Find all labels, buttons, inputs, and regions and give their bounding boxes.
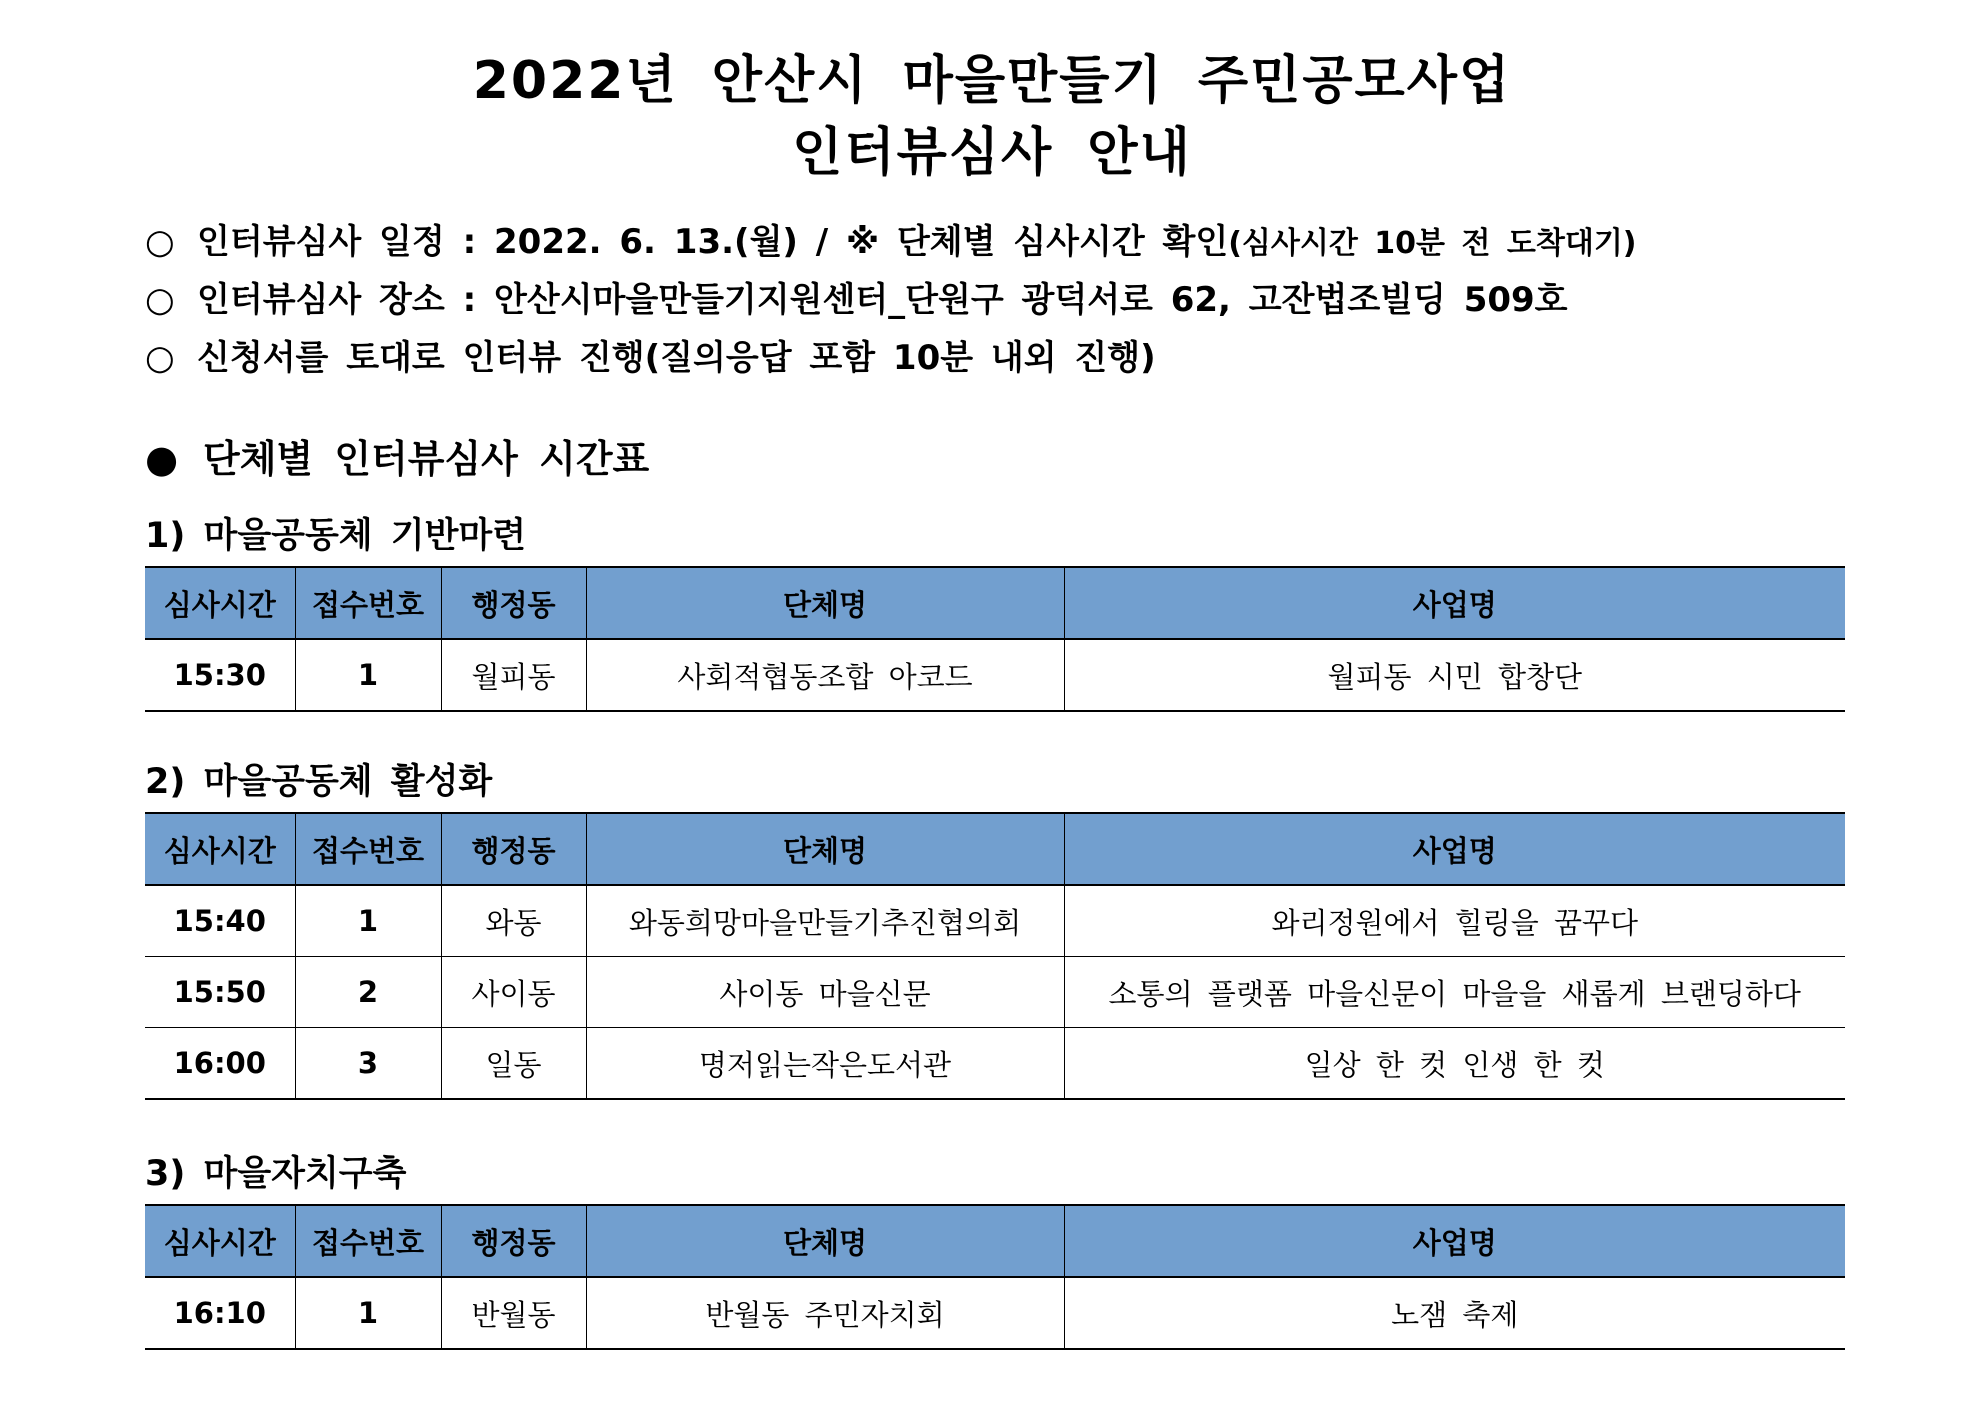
doc-title-line1: 2022년 안산시 마을만들기 주민공모사업 (472, 51, 1512, 111)
col-header-time: 심사시간 (145, 813, 295, 885)
schedule-table-1 (145, 566, 1845, 712)
doc-title-line2: 인터뷰심사 안내 (792, 123, 1192, 183)
section-title: 단체별 인터뷰심사 시간표 (203, 437, 650, 481)
info-location-text: 인터뷰심사 장소 : 안산시마을만들기지원센터_단원구 광덕서로 62, 고잔법조빌딩 509호 (197, 280, 1568, 320)
col-header-org: 단체명 (586, 1205, 1064, 1277)
col-header-number: 접수번호 (295, 567, 441, 639)
table-row (145, 957, 1845, 1028)
filled-circle-bullet-icon: ● (145, 437, 179, 481)
table-row (145, 1277, 1845, 1349)
group-heading-3: 3) 마을자치구축 (145, 1154, 407, 1194)
cell-project: 월피동 시민 합창단 (1064, 639, 1845, 711)
circle-bullet-icon: ○ (145, 222, 175, 262)
table-row (145, 885, 1845, 957)
info-schedule (145, 214, 1637, 263)
table-header-row (145, 567, 1845, 639)
cell-number: 1 (295, 1277, 441, 1349)
cell-number: 3 (295, 1028, 441, 1100)
col-header-org: 단체명 (586, 813, 1064, 885)
cell-time: 16:10 (145, 1277, 295, 1349)
col-header-dong: 행정동 (441, 1205, 586, 1277)
col-header-time: 심사시간 (145, 567, 295, 639)
cell-number: 2 (295, 957, 441, 1028)
col-header-dong: 행정동 (441, 813, 586, 885)
table-row (145, 639, 1845, 711)
schedule-table-3 (145, 1204, 1845, 1350)
cell-org: 사회적협동조합 아코드 (586, 639, 1064, 711)
cell-org: 반월동 주민자치회 (586, 1277, 1064, 1349)
group-heading-2: 2) 마을공동체 활성화 (145, 762, 493, 802)
col-header-number: 접수번호 (295, 1205, 441, 1277)
cell-time: 15:30 (145, 639, 295, 711)
circle-bullet-icon: ○ (145, 338, 175, 378)
info-schedule-text: 인터뷰심사 일정 : 2022. 6. 13.(월) / ※ 단체별 심사시간 확인 (197, 222, 1229, 262)
info-location (145, 272, 1568, 321)
col-header-number: 접수번호 (295, 813, 441, 885)
cell-dong: 와동 (441, 885, 586, 957)
group-heading-1: 1) 마을공동체 기반마련 (145, 516, 527, 556)
col-header-dong: 행정동 (441, 567, 586, 639)
cell-org: 와동희망마을만들기추진협의회 (586, 885, 1064, 957)
col-header-project: 사업명 (1064, 813, 1845, 885)
col-header-project: 사업명 (1064, 1205, 1845, 1277)
cell-time: 15:50 (145, 957, 295, 1028)
cell-number: 1 (295, 885, 441, 957)
col-header-project: 사업명 (1064, 567, 1845, 639)
cell-dong: 반월동 (441, 1277, 586, 1349)
info-procedure (145, 330, 1156, 379)
schedule-table-2 (145, 812, 1845, 1100)
cell-number: 1 (295, 639, 441, 711)
table-row (145, 1028, 1845, 1100)
info-schedule-note: (심사시간 10분 전 도착대기) (1228, 226, 1637, 261)
circle-bullet-icon: ○ (145, 280, 175, 320)
cell-org: 사이동 마을신문 (586, 957, 1064, 1028)
cell-project: 와리정원에서 힐링을 꿈꾸다 (1064, 885, 1845, 957)
cell-dong: 일동 (441, 1028, 586, 1100)
cell-org: 명저읽는작은도서관 (586, 1028, 1064, 1100)
cell-dong: 월피동 (441, 639, 586, 711)
cell-time: 15:40 (145, 885, 295, 957)
info-procedure-text: 신청서를 토대로 인터뷰 진행(질의응답 포함 10분 내외 진행) (197, 338, 1156, 378)
cell-project: 일상 한 컷 인생 한 컷 (1064, 1028, 1845, 1100)
section-heading (145, 428, 649, 483)
cell-dong: 사이동 (441, 957, 586, 1028)
cell-project: 노잼 축제 (1064, 1277, 1845, 1349)
table-header-row (145, 813, 1845, 885)
cell-time: 16:00 (145, 1028, 295, 1100)
cell-project: 소통의 플랫폼 마을신문이 마을을 새롭게 브랜딩하다 (1064, 957, 1845, 1028)
col-header-org: 단체명 (586, 567, 1064, 639)
table-header-row (145, 1205, 1845, 1277)
col-header-time: 심사시간 (145, 1205, 295, 1277)
